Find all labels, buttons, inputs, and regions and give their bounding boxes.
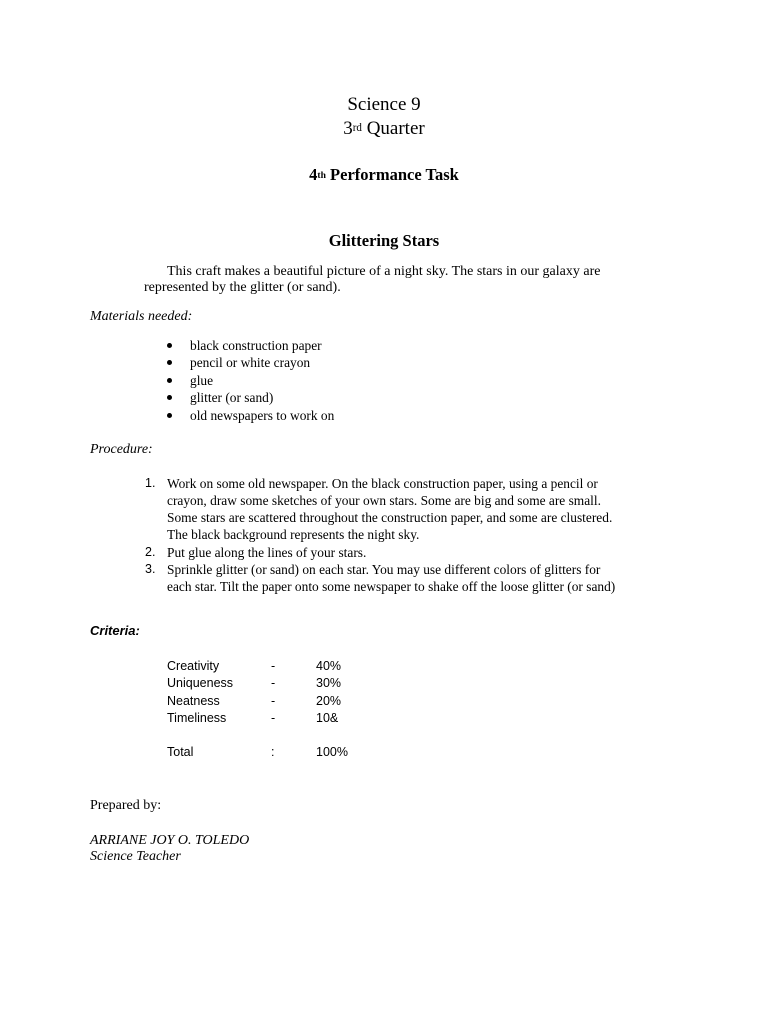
criteria-table — [167, 658, 427, 761]
step-number: 3. — [145, 562, 156, 576]
bullet-icon — [167, 360, 172, 365]
criteria-total-separator: : — [271, 745, 275, 760]
criteria-separator: - — [271, 676, 276, 691]
procedure-step — [145, 561, 615, 595]
procedure-heading: Procedure: — [90, 442, 153, 457]
step-line: Put glue along the lines of your stars. — [167, 545, 367, 560]
criteria-row — [167, 658, 427, 675]
step-line: crayon, draw some sketches of your own stars. Some are big and some are small. — [167, 493, 601, 508]
criteria-name: Creativity — [167, 659, 220, 673]
criteria-total-value: 100% — [316, 745, 348, 760]
criteria-total-label: Total — [167, 745, 194, 760]
task-word: Performance Task — [325, 165, 459, 184]
criteria-total-row — [167, 744, 427, 761]
intro-line-2: represented by the glitter (or sand). — [144, 280, 341, 295]
prepared-by-label: Prepared by: — [90, 798, 162, 813]
criteria-separator: - — [271, 710, 276, 725]
procedure-step — [145, 475, 615, 544]
material-label: pencil or white crayon — [190, 355, 311, 371]
craft-title: Glittering Stars — [328, 231, 440, 250]
criteria-row — [167, 675, 427, 692]
quarter-word: Quarter — [361, 118, 425, 139]
quarter-title — [0, 118, 768, 140]
material-label: glitter (or sand) — [190, 390, 274, 406]
bullet-icon — [167, 413, 172, 418]
criteria-heading: Criteria: — [90, 623, 140, 638]
step-line: Some stars are scattered throughout the construction paper, and some are clustered. — [167, 510, 613, 525]
list-item — [167, 372, 334, 389]
criteria-name: Neatness — [167, 693, 220, 708]
material-label: black construction paper — [190, 338, 322, 353]
criteria-value: 40% — [316, 659, 342, 673]
task-title — [0, 165, 768, 185]
step-line: Sprinkle glitter (or sand) on each star. You may use different colors of glitters for — [167, 562, 601, 577]
list-item — [167, 389, 334, 406]
criteria-value: 20% — [316, 693, 342, 708]
step-line: Work on some old newspaper. On the black construction paper, using a pencil or — [167, 476, 598, 491]
procedure-list — [145, 475, 615, 595]
criteria-separator: - — [271, 659, 276, 673]
task-ordinal: th — [317, 169, 326, 181]
materials-heading: Materials needed: — [90, 309, 193, 324]
bullet-icon — [167, 378, 172, 383]
criteria-row — [167, 710, 427, 727]
criteria-row — [167, 693, 427, 710]
quarter-ordinal: rd — [352, 122, 362, 135]
criteria-value: 30% — [316, 676, 342, 691]
materials-list — [167, 337, 334, 424]
step-line: each star. Tilt the paper onto some newspaper to shake off the loose glitter (or sand) — [167, 579, 616, 594]
list-item — [167, 354, 334, 371]
step-number: 1. — [145, 476, 156, 490]
criteria-separator: - — [271, 693, 276, 708]
intro-line-1: This craft makes a beautiful picture of a night sky. The stars in our galaxy are — [167, 264, 601, 279]
bullet-icon — [167, 395, 172, 400]
quarter-number: 3 — [343, 118, 353, 139]
criteria-name: Timeliness — [167, 710, 227, 725]
preparer-role: Science Teacher — [90, 849, 181, 864]
criteria-value: 10& — [316, 710, 339, 725]
bullet-icon — [167, 343, 172, 348]
material-label: glue — [190, 372, 214, 388]
list-item — [167, 407, 334, 424]
step-line: The black background represents the night sky. — [167, 527, 420, 542]
procedure-step — [145, 544, 615, 561]
subject-title: Science 9 — [347, 94, 421, 115]
list-item — [167, 337, 334, 354]
criteria-name: Uniqueness — [167, 676, 234, 691]
step-number: 2. — [145, 545, 156, 559]
task-number: 4 — [309, 165, 318, 184]
preparer-name: ARRIANE JOY O. TOLEDO — [90, 833, 250, 848]
material-label: old newspapers to work on — [190, 407, 335, 423]
